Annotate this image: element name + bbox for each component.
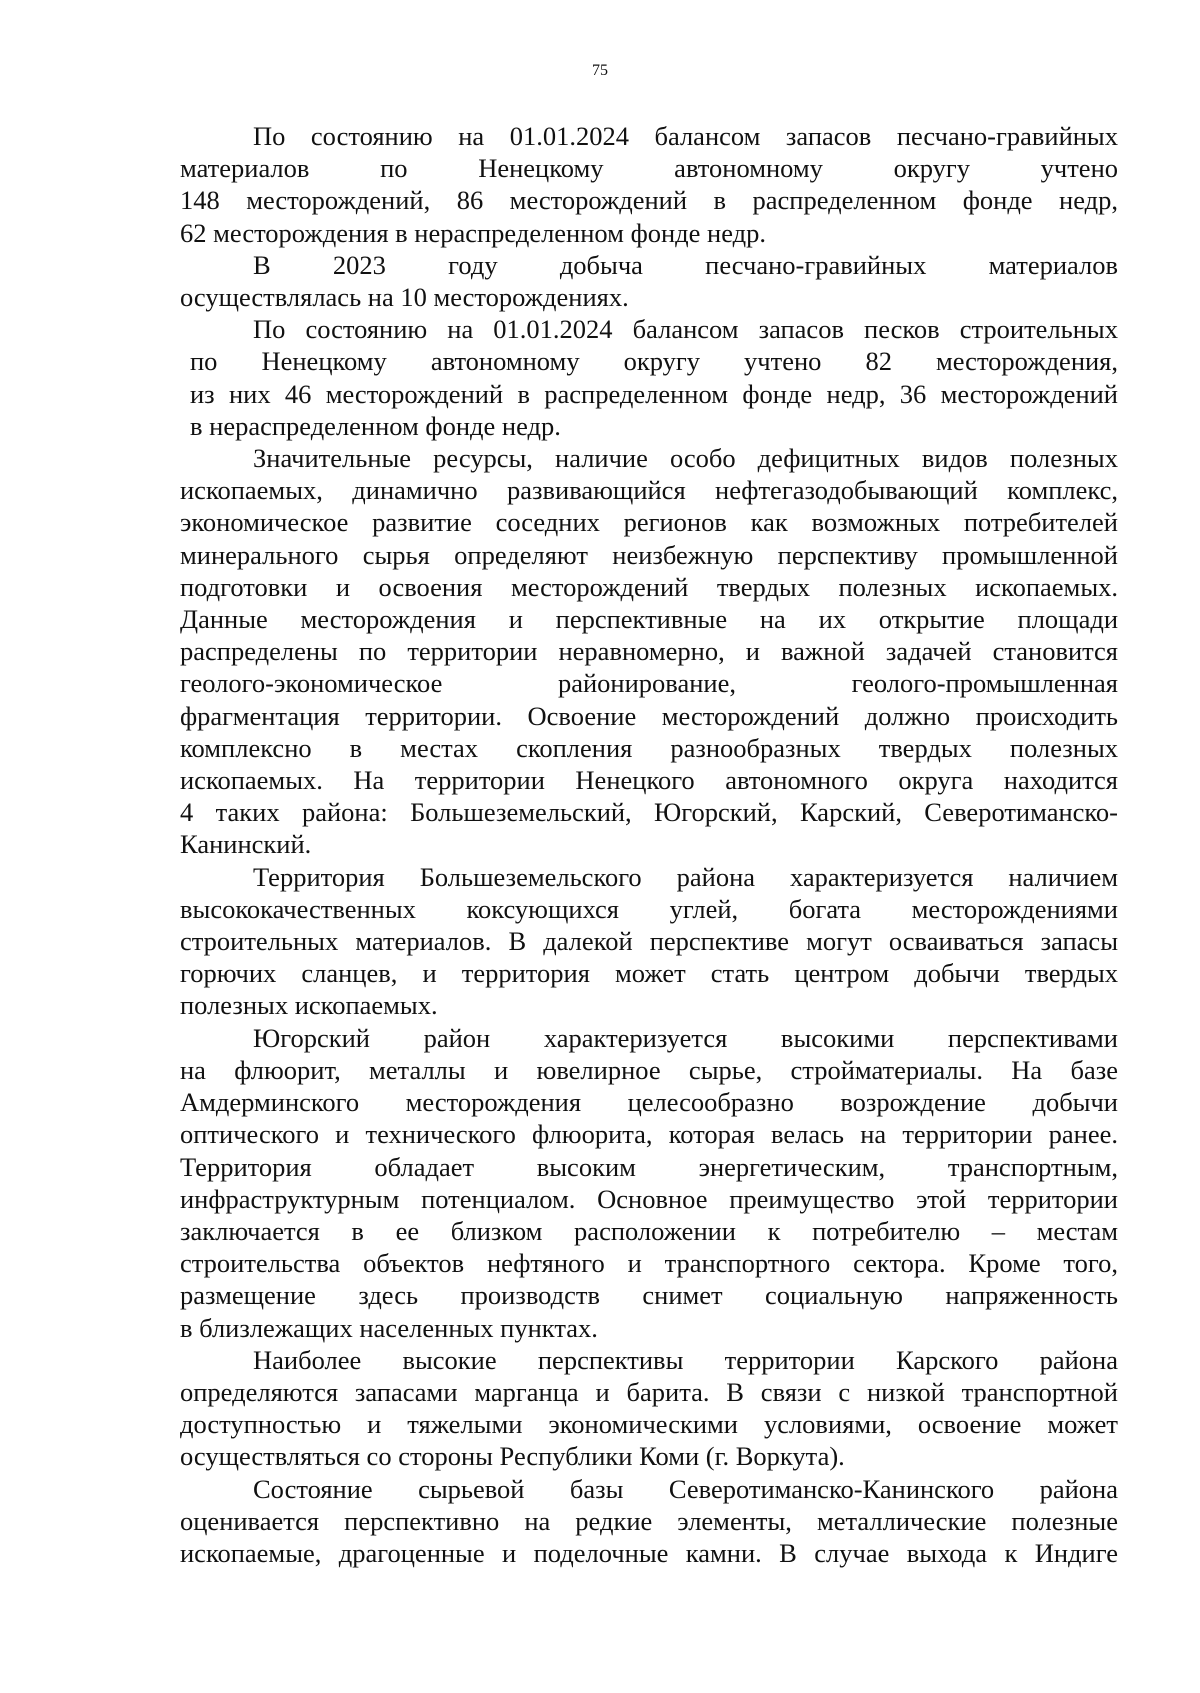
text-line: по Ненецкому автономному округу учтено 82 месторождения, [190, 346, 1118, 377]
text-line: Данные месторождения и перспективные на их открытие площади [180, 604, 1118, 635]
paragraph-bolshezemelsky-district [180, 861, 1118, 1022]
text-line: Амдерминского месторождения целесообразно возрождение добычи [180, 1087, 1118, 1118]
text-line: Канинский. [180, 829, 312, 860]
text-line: По состоянию на 01.01.2024 балансом запасов песков строительных [253, 314, 1118, 345]
text-line: горючих сланцев, и территория может стать центром добычи твердых [180, 958, 1118, 989]
text-line: распределены по территории неравномерно, и важной задачей становится [180, 636, 1118, 667]
text-line: Территория Большеземельского района характеризуется наличием [253, 861, 1118, 892]
text-line: строительных материалов. В далекой перспективе могут осваиваться запасы [180, 926, 1118, 957]
text-line: ископаемых. На территории Ненецкого автономного округа находится [180, 765, 1118, 796]
body-text [180, 120, 1118, 1569]
paragraph-severotimansko-kaninsky-district [180, 1473, 1118, 1570]
text-line: из них 46 месторождений в распределенном фонде недр, 36 месторождений [190, 378, 1118, 409]
paragraph-sand-gravel-reserves [180, 120, 1118, 249]
text-line: оптического и технического флюорита, которая велась на территории ранее. [180, 1119, 1118, 1150]
text-line: полезных ископаемых. [180, 990, 438, 1021]
text-line: ископаемых, динамично развивающийся нефтегазодобывающий комплекс, [180, 475, 1118, 506]
paragraph-yugorsky-district [180, 1022, 1118, 1344]
text-line: осуществляться со стороны Республики Коми (г. Воркута). [180, 1441, 845, 1472]
text-line: Югорский район характеризуется высокими перспективами [253, 1022, 1118, 1053]
text-line: Значительные ресурсы, наличие особо дефицитных видов полезных [253, 443, 1118, 474]
text-line: высококачественных коксующихся углей, богата месторождениями [180, 893, 1118, 924]
text-line: 4 таких района: Большеземельский, Югорский, Карский, Северотиманско- [180, 797, 1118, 828]
text-line: комплексно в местах скопления разнообразных твердых полезных [180, 732, 1118, 763]
text-line: в нераспределенном фонде недр. [190, 410, 561, 441]
text-line: доступностью и тяжелыми экономическими условиями, освоение может [180, 1409, 1118, 1440]
text-line: экономическое развитие соседних регионов как возможных потребителей [180, 507, 1118, 538]
text-line: геолого-экономическое районирование, геолого-промышленная [180, 668, 1118, 699]
text-line: Состояние сырьевой базы Северотиманско-Канинского района [253, 1473, 1118, 1504]
paragraph-significant-resources [180, 442, 1118, 861]
paragraph-karsky-district [180, 1344, 1118, 1473]
text-line: инфраструктурным потенциалом. Основное преимущество этой территории [180, 1183, 1118, 1214]
text-line: Территория обладает высоким энергетическим, транспортным, [180, 1151, 1118, 1182]
paragraph-sand-gravel-production [180, 249, 1118, 313]
text-line: 148 месторождений, 86 месторождений в распределенном фонде недр, [180, 185, 1118, 216]
text-line: заключается в ее близком расположении к потребителю – местам [180, 1215, 1118, 1246]
text-line: размещение здесь производств снимет социальную напряженность [180, 1280, 1118, 1311]
page-number: 75 [592, 62, 608, 79]
text-line: В 2023 году добыча песчано-гравийных материалов [253, 249, 1118, 280]
text-line: Наиболее высокие перспективы территории Карского района [253, 1344, 1118, 1375]
text-line: подготовки и освоения месторождений твердых полезных ископаемых. [180, 571, 1118, 602]
text-line: в близлежащих населенных пунктах. [180, 1312, 598, 1343]
text-line: фрагментация территории. Освоение месторождений должно происходить [180, 700, 1118, 731]
paragraph-building-sand-reserves [180, 313, 1118, 442]
text-line: строительства объектов нефтяного и транспортного сектора. Кроме того, [180, 1248, 1118, 1279]
text-line: определяются запасами марганца и барита. В связи с низкой транспортной [180, 1376, 1118, 1407]
text-line: минерального сырья определяют неизбежную перспективу промышленной [180, 539, 1118, 570]
text-line: 62 месторождения в нераспределенном фонде недр. [180, 217, 766, 248]
text-line: осуществлялась на 10 месторождениях. [180, 282, 629, 313]
text-line: оценивается перспективно на редкие элементы, металлические полезные [180, 1505, 1118, 1536]
text-line: По состоянию на 01.01.2024 балансом запасов песчано-гравийных [253, 121, 1118, 151]
text-line: ископаемые, драгоценные и поделочные камни. В случае выхода к Индиге [180, 1537, 1118, 1568]
text-line: материалов по Ненецкому автономному округу учтено [180, 153, 1118, 184]
text-line: на флюорит, металлы и ювелирное сырье, стройматериалы. На базе [180, 1054, 1118, 1085]
